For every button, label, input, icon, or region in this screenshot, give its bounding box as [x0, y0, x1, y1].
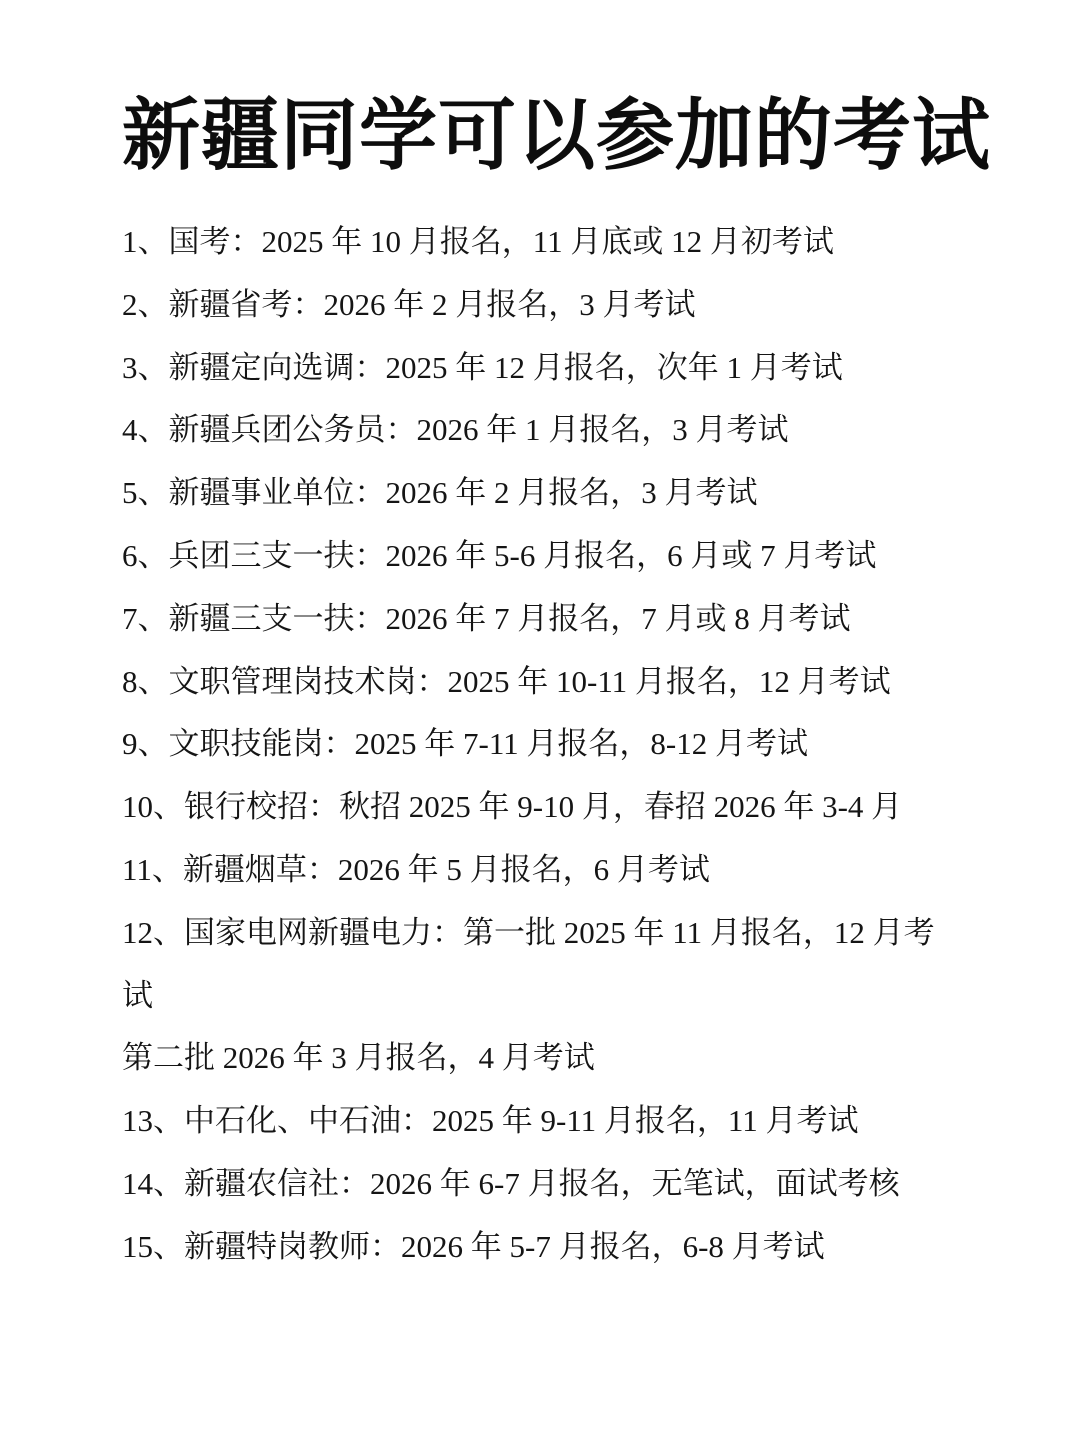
list-item: 1、国考：2025 年 10 月报名，11 月底或 12 月初考试	[122, 224, 834, 259]
list-item: 6、兵团三支一扶：2026 年 5-6 月报名，6 月或 7 月考试	[122, 537, 877, 573]
list-item-continuation: 第二批 2026 年 3 月报名，4 月考试	[122, 1040, 595, 1076]
list-item: 2、新疆省考：2026 年 2 月报名，3 月考试	[122, 286, 696, 322]
list-item: 12、国家电网新疆电力：第一批 2025 年 11 月报名，12 月考	[122, 914, 935, 950]
list-item: 7、新疆三支一扶：2026 年 7 月报名，7 月或 8 月考试	[122, 600, 851, 636]
list-item: 8、文职管理岗技术岗：2025 年 10-11 月报名，12 月考试	[122, 663, 891, 699]
exam-list	[122, 211, 982, 1279]
list-item: 14、新疆农信社：2026 年 6-7 月报名，无笔试，面试考核	[122, 1165, 900, 1201]
list-item: 13、中石化、中石油：2025 年 9-11 月报名，11 月考试	[122, 1103, 859, 1139]
list-item: 10、银行校招：秋招 2025 年 9-10 月，春招 2026 年 3-4 月	[122, 789, 903, 825]
list-item: 5、新疆事业单位：2026 年 2 月报名，3 月考试	[122, 475, 758, 511]
list-item: 3、新疆定向选调：2025 年 12 月报名，次年 1 月考试	[122, 349, 843, 385]
list-item: 15、新疆特岗教师：2026 年 5-7 月报名，6-8 月考试	[122, 1228, 825, 1264]
page-title: 新疆同学可以参加的考试	[122, 91, 992, 181]
list-item: 9、文职技能岗：2025 年 7-11 月报名，8-12 月考试	[122, 726, 808, 762]
list-item: 11、新疆烟草：2026 年 5 月报名，6 月考试	[122, 851, 710, 887]
list-item: 4、新疆兵团公务员：2026 年 1 月报名，3 月考试	[122, 412, 789, 448]
list-item-continuation: 试	[122, 977, 153, 1013]
